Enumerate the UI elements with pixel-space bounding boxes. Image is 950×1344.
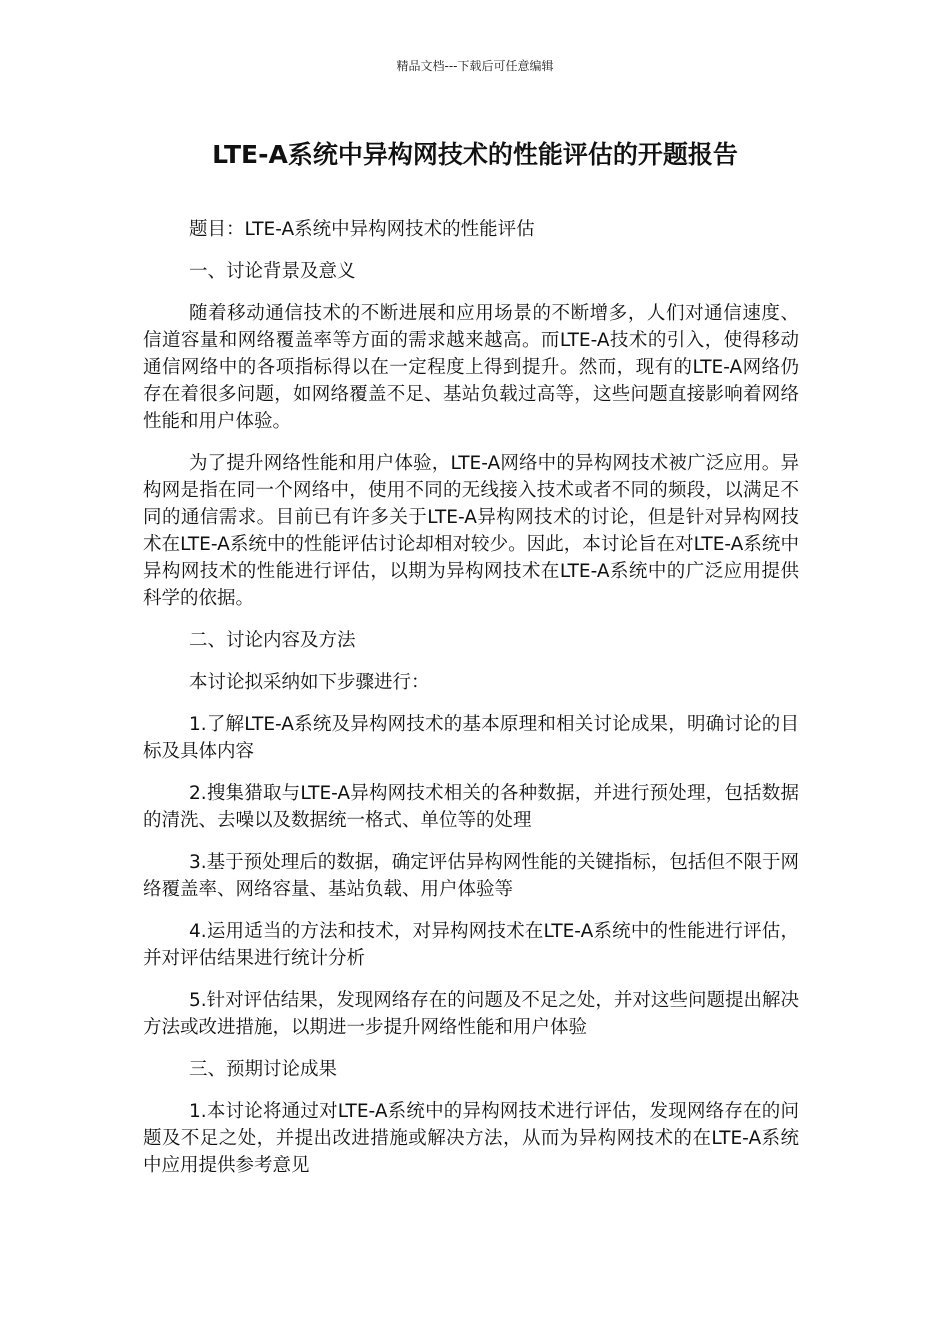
method-step-1: 1.了解LTE-A系统及异构网技术的基本原理和相关讨论成果，明确讨论的目标及具体内容: [143, 714, 799, 762]
section-heading-1: 一、讨论背景及意义: [189, 261, 356, 282]
document-title: LTE-A系统中异构网技术的性能评估的开题报告: [212, 140, 738, 169]
subject-line: 题目：LTE-A系统中异构网技术的性能评估: [189, 219, 535, 240]
expected-result-1: 1.本讨论将通过对LTE-A系统中的异构网技术进行评估，发现网络存在的问题及不足之处，并提出改进措施或解决方法，从而为异构网技术的在LTE-A系统中应用提供参考意见: [143, 1101, 799, 1176]
method-step-4: 4.运用适当的方法和技术，对异构网技术在LTE-A系统中的性能进行评估，并对评估结果进行统计分析: [143, 921, 799, 969]
method-step-3: 3.基于预处理后的数据，确定评估异构网性能的关键指标，包括但不限于网络覆盖率、网络容量、基站负载、用户体验等: [143, 852, 799, 900]
section-heading-3: 三、预期讨论成果: [189, 1059, 338, 1080]
background-paragraph-1: 随着移动通信技术的不断进展和应用场景的不断增多，人们对通信速度、信道容量和网络覆盖率等方面的需求越来越高。而LTE-A技术的引入，使得移动通信网络中的各项指标得以在一定程度上得到提升。然而，现有的LTE-A网络仍存在着很多问题，如网络覆盖不足、基站负载过高等，这些问题直接影响着网络性能和用户体验。: [143, 303, 799, 432]
method-step-2: 2.搜集猎取与LTE-A异构网技术相关的各种数据，并进行预处理，包括数据的清洗、去噪以及数据统一格式、单位等的处理: [143, 783, 799, 831]
document-body: [143, 216, 799, 1194]
method-step-5: 5.针对评估结果，发现网络存在的问题及不足之处，并对这些问题提出解决方法或改进措施，以期进一步提升网络性能和用户体验: [143, 990, 799, 1038]
background-paragraph-2: 为了提升网络性能和用户体验，LTE-A网络中的异构网技术被广泛应用。异构网是指在同一个网络中，使用不同的无线接入技术或者不同的频段，以满足不同的通信需求。目前已有许多关于LTE-A异构网技术的讨论，但是针对异构网技术在LTE-A系统中的性能评估讨论却相对较少。因此，本讨论旨在对LTE-A系统中异构网技术的性能进行评估，以期为异构网技术在LTE-A系统中的广泛应用提供科学的依据。: [143, 453, 799, 609]
section-heading-2: 二、讨论内容及方法: [189, 630, 356, 651]
method-intro: 本讨论拟采纳如下步骤进行：: [189, 672, 430, 693]
page-header: 精品文档---下载后可任意编辑: [396, 59, 554, 73]
